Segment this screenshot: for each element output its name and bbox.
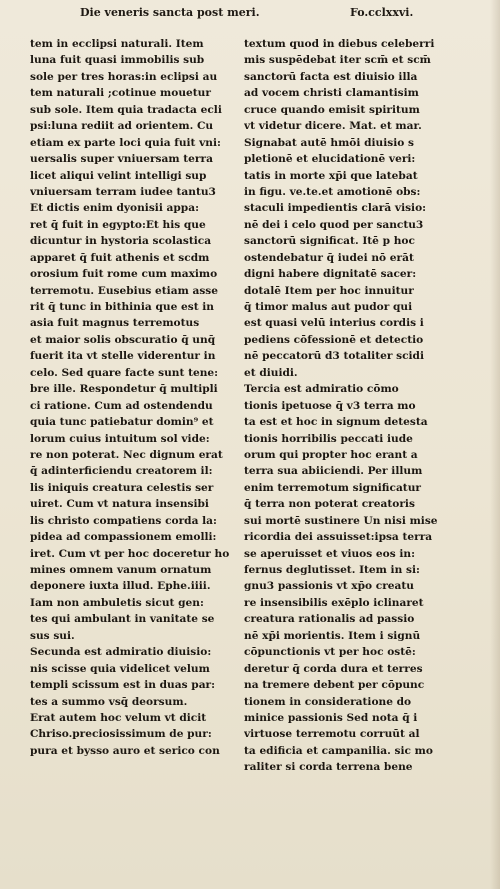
- text-line: vt videtur dicere. Mat. et mar.: [244, 120, 422, 133]
- text-line: staculi impedientis clarā visio:: [244, 202, 427, 215]
- page-header: [40, 6, 480, 24]
- text-line: cōpunctionis vt per hoc ostē:: [244, 646, 416, 659]
- text-line: cruce quando emisit spiritum: [244, 103, 420, 116]
- text-line: minice passionis Sed nota q̄ i: [244, 711, 418, 724]
- text-line: terra sua abiiciendi. Per illum: [244, 465, 423, 478]
- text-line: Et dictis enim dyonisii appa:: [30, 202, 199, 215]
- text-line: pediens cōfessionē et detectio: [244, 333, 424, 346]
- text-line: sus sui.: [30, 629, 75, 642]
- text-line: virtuose terremotu corruūt al: [244, 728, 420, 741]
- text-line: tatis in morte xp̄i que latebat: [244, 169, 418, 182]
- text-line: tem in ecclipsi naturali. Item: [30, 38, 204, 50]
- text-line: ricordia dei assuisset:ipsa terra: [244, 531, 433, 544]
- text-line: ostendebatur q̄ iudei nō erāt: [244, 251, 414, 264]
- text-line: tes a summo vsq̄ deorsum.: [30, 695, 188, 708]
- text-line: tem naturali ;cotinue mouetur: [30, 87, 211, 100]
- text-line: sub sole. Item quia tradacta ecli: [30, 103, 222, 116]
- text-line: re non poterat. Nec dignum erat: [30, 448, 223, 461]
- text-line: nē peccatorū d3 totaliter scidi: [244, 350, 424, 363]
- text-line: apparet q̄ fuit athenis et scdm: [30, 251, 210, 264]
- text-line: tionis ipetuose q̄ v3 terra mo: [244, 399, 416, 412]
- text-line: lorum cuius intuitum sol vide:: [30, 432, 210, 445]
- text-line: iret. Cum vt per hoc doceretur ho: [30, 547, 230, 560]
- text-line: sanctorū facta est diuisio illa: [244, 70, 418, 83]
- text-line: est quasi velū interius cordis i: [244, 317, 424, 330]
- text-line: gnu3 passionis vt xp̄o creatu: [244, 580, 414, 593]
- text-line: nis scisse quia videlicet velum: [30, 662, 210, 675]
- text-line: enim terremotum significatur: [244, 481, 421, 494]
- text-line: ret q̄ fuit in egypto:Et his que: [30, 218, 206, 231]
- text-line: q̄ adinterficiendu creatorem il:: [30, 465, 213, 478]
- text-line: digni habere dignitatē sacer:: [244, 268, 417, 281]
- text-line: raliter si corda terrena bene: [244, 761, 413, 774]
- text-line: in figu. ve.te.et amotionē obs:: [244, 185, 421, 198]
- text-line: sanctorū significat. Itē p hoc: [244, 235, 415, 248]
- text-line: creatura rationalis ad passio: [244, 613, 415, 626]
- text-line: ad vocem christi clamantisim: [244, 87, 419, 100]
- text-line: fuerit ita vt stelle viderentur in: [30, 350, 216, 363]
- text-line: quia tunc patiebatur domin⁹ et: [30, 416, 214, 429]
- text-line: psi:luna rediit ad orientem. Cu: [30, 120, 214, 133]
- text-line: textum quod in diebus celeberri: [244, 38, 435, 50]
- text-line: rit q̄ tunc in bithinia que est in: [30, 301, 215, 313]
- text-line: Signabat autē hmōi diuisio s: [244, 136, 414, 149]
- text-line: deponere iuxta illud. Ephe.iiii.: [30, 580, 211, 593]
- text-line: Iam non ambuletis sicut gen:: [30, 596, 204, 609]
- text-line: fernus deglutisset. Item in si:: [244, 564, 420, 576]
- text-line: etiam ex parte loci quia fuit vni:: [30, 136, 221, 149]
- text-line: nē xp̄i morientis. Item i signū: [244, 629, 421, 642]
- text-line: re insensibilis exēplo iclinaret: [244, 596, 424, 609]
- text-line: na tremere debent per cōpunc: [244, 679, 425, 692]
- text-line: templi scissum est in duas par:: [30, 679, 216, 692]
- text-line: sui mortē sustinere Un nisi mise: [244, 514, 438, 527]
- right-text-column: [244, 36, 458, 776]
- text-line: ci ratione. Cum ad ostendendu: [30, 399, 213, 412]
- running-title: Die veneris sancta post meri.: [80, 6, 260, 19]
- text-line: mis suspēdebat iter scm̄ et scm̄: [244, 54, 431, 67]
- text-line: orum qui propter hoc erant a: [244, 448, 418, 461]
- folio-number: Fo.cclxxvi.: [350, 6, 414, 19]
- text-line: pura et bysso auro et serico con: [30, 744, 220, 757]
- text-line: asia fuit magnus terremotus: [30, 317, 200, 330]
- text-line: lis iniquis creatura celestis ser: [30, 481, 214, 494]
- text-line: uiret. Cum vt natura insensibi: [30, 498, 209, 511]
- text-line: ta edificia et campanilia. sic mo: [244, 744, 433, 757]
- text-line: celo. Sed quare facte sunt tene:: [30, 366, 219, 379]
- text-line: et diuidi.: [244, 366, 298, 379]
- text-line: Tercia est admiratio cōmo: [244, 383, 399, 396]
- text-line: sole per tres horas:in eclipsi au: [30, 70, 218, 83]
- text-line: q̄ terra non poterat creatoris: [244, 498, 415, 511]
- text-line: terremotu. Eusebius etiam asse: [30, 284, 219, 297]
- text-line: vniuersam terram iudee tantu3: [30, 185, 216, 198]
- text-line: tionem in consideratione do: [244, 695, 412, 708]
- text-line: se aperuisset et viuos eos in:: [244, 547, 415, 560]
- text-line: q̄ timor malus aut pudor qui: [244, 301, 413, 313]
- text-line: uersalis super vniuersam terra: [30, 153, 213, 166]
- text-line: lis christo compatiens corda la:: [30, 514, 217, 527]
- text-line: luna fuit quasi immobilis sub: [30, 54, 205, 67]
- text-line: et maior solis obscuratio q̄ unq̄: [30, 333, 216, 346]
- text-line: ta est et hoc in signum detesta: [244, 416, 428, 429]
- text-line: deretur q̄ corda dura et terres: [244, 662, 423, 675]
- text-line: bre ille. Respondetur q̄ multipli: [30, 383, 218, 396]
- text-line: dicuntur in hystoria scolastica: [30, 235, 212, 248]
- left-text-column: [30, 36, 236, 759]
- text-line: Erat autem hoc velum vt dicit: [30, 711, 207, 724]
- text-line: Chriso.preciosissimum de pur:: [30, 728, 212, 741]
- text-line: licet aliqui velint intelligi sup: [30, 169, 207, 182]
- text-line: orosium fuit rome cum maximo: [30, 268, 218, 281]
- text-line: tionis horribilis peccati iude: [244, 432, 413, 445]
- text-line: pletionē et elucidationē veri:: [244, 153, 416, 166]
- text-line: dotalē Item per hoc innuitur: [244, 284, 414, 297]
- text-line: pidea ad compassionem emolli:: [30, 531, 217, 544]
- text-line: tes qui ambulant in vanitate se: [30, 613, 215, 626]
- text-line: nē dei i celo quod per sanctu3: [244, 218, 424, 231]
- text-line: mines omnem vanum ornatum: [30, 564, 212, 576]
- text-line: Secunda est admiratio diuisio:: [30, 646, 212, 659]
